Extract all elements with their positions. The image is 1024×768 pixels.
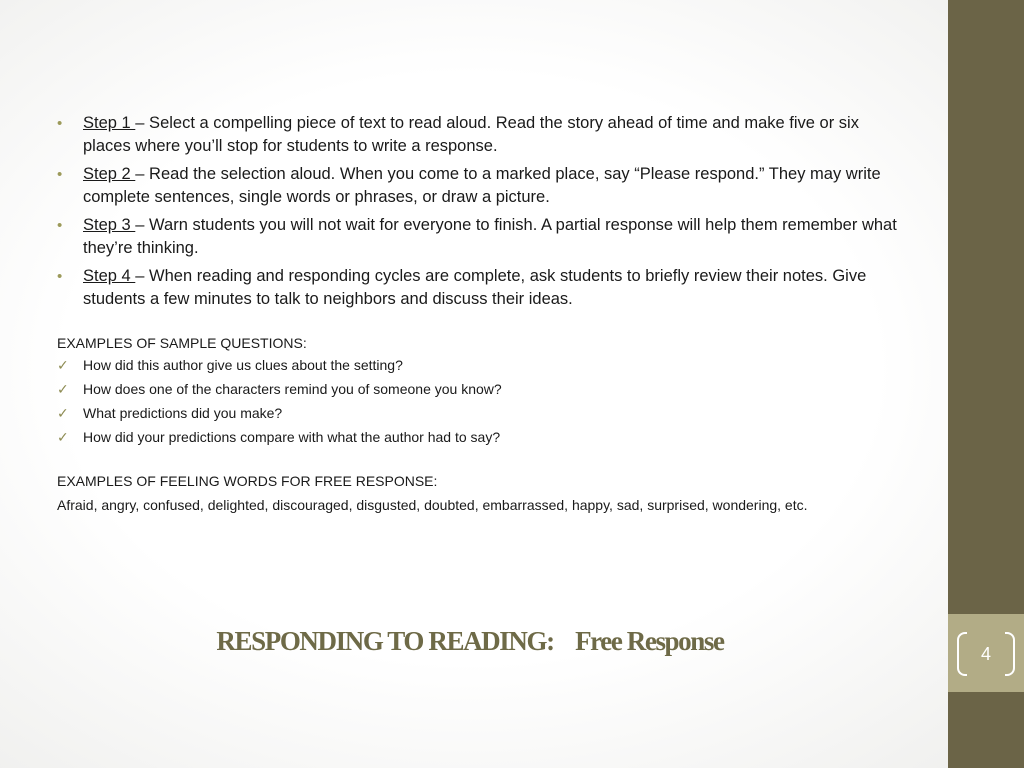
checkmark-icon: ✓ <box>57 381 69 397</box>
feeling-words-text: Afraid, angry, confused, delighted, discouraged, disgusted, doubted, embarrassed, happy, sad, surprised, wondering, etc. <box>57 497 808 513</box>
step-label: Step 1 <box>83 114 136 132</box>
question-item <box>57 379 897 399</box>
bullet-dot-icon: • <box>57 166 63 183</box>
step-label: Step 2 <box>83 165 136 183</box>
step-text: – When reading and responding cycles are complete, ask students to briefly review their notes. Give students a few minutes to talk to neighbors and discuss their ideas. <box>83 267 867 308</box>
feeling-words-heading: EXAMPLES OF FEELING WORDS FOR FREE RESPONSE: <box>57 473 438 489</box>
bullet-dot-icon: • <box>57 268 63 285</box>
step-label: Step 4 <box>83 267 136 285</box>
question-text: What predictions did you make? <box>83 405 283 421</box>
checkmark-icon: ✓ <box>57 405 69 421</box>
step-label: Step 3 <box>83 216 136 234</box>
question-item <box>57 355 897 375</box>
bullet-dot-icon: • <box>57 115 63 132</box>
step-item <box>57 265 897 311</box>
sample-questions-list <box>57 355 897 447</box>
step-item <box>57 214 897 260</box>
question-item <box>57 403 897 423</box>
question-text: How does one of the characters remind you of someone you know? <box>83 381 502 397</box>
bullet-dot-icon: • <box>57 217 63 234</box>
question-text: How did this author give us clues about the setting? <box>83 357 403 373</box>
slide-title: RESPONDING TO READING: Free Response <box>216 626 724 656</box>
slide-content <box>57 112 897 515</box>
page-number-box <box>948 614 1024 692</box>
question-text: How did your predictions compare with what the author had to say? <box>83 429 501 445</box>
sample-questions-heading: EXAMPLES OF SAMPLE QUESTIONS: <box>57 335 307 351</box>
step-item <box>57 163 897 209</box>
page-number-frame <box>957 632 1015 674</box>
step-text: – Select a compelling piece of text to read aloud. Read the story ahead of time and make five or six places where you’ll stop for students to write a response. <box>83 114 859 155</box>
checkmark-icon: ✓ <box>57 357 69 373</box>
step-text: – Warn students you will not wait for everyone to finish. A partial response will help them remember what they’re thinking. <box>83 216 897 257</box>
question-item <box>57 427 897 447</box>
checkmark-icon: ✓ <box>57 429 69 445</box>
step-text: – Read the selection aloud. When you come to a marked place, say “Please respond.” They may write complete sentences, single words or phrases, or draw a picture. <box>83 165 881 206</box>
steps-list <box>57 112 897 311</box>
step-item <box>57 112 897 158</box>
page-number: 4 <box>980 644 991 664</box>
